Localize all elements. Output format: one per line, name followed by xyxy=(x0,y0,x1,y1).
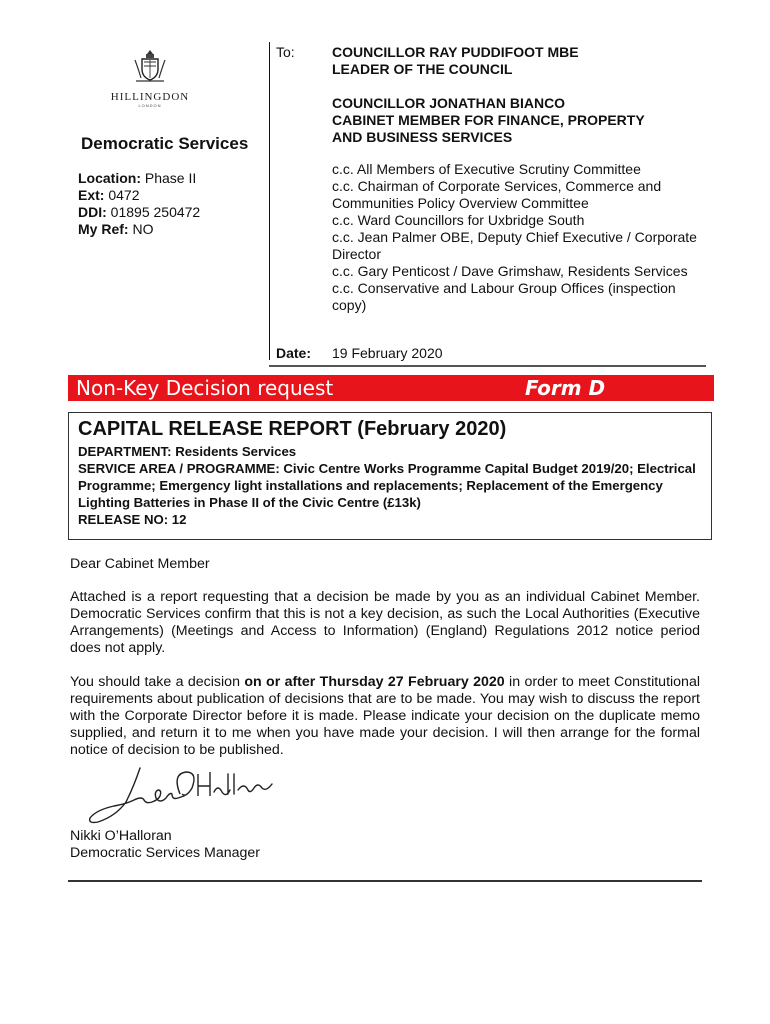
salutation: Dear Cabinet Member xyxy=(70,556,210,572)
to-label: To: xyxy=(276,44,295,60)
department-title: Democratic Services xyxy=(81,134,249,153)
signatory-name: Nikki O’Halloran xyxy=(70,828,172,844)
date-label: Date: xyxy=(276,345,312,361)
column-divider xyxy=(269,42,270,360)
report-service-area: SERVICE AREA / PROGRAMME: Civic Centre Works Programme Capital Budget 2019/20; Electrical Programme; Emergency light installations and replacements; Replacement of the Emergency Lighting Batteries in Phase II of the Civic Centre (£13k) xyxy=(78,461,696,510)
date-value: 19 February 2020 xyxy=(332,345,443,361)
cc-item: c.c. Gary Penticost / Dave Grimshaw, Residents Services xyxy=(332,263,688,279)
location-label: Location: xyxy=(78,170,141,186)
report-title: CAPITAL RELEASE REPORT (February 2020) xyxy=(78,418,507,440)
recipient-line: COUNCILLOR JONATHAN BIANCO xyxy=(332,95,566,111)
cc-item: c.c. All Members of Executive Scrutiny Committee xyxy=(332,161,641,177)
banner-left-text: Non-Key Decision request xyxy=(76,376,334,400)
report-department: DEPARTMENT: Residents Services xyxy=(78,444,297,459)
report-release-no: RELEASE NO: 12 xyxy=(78,512,187,527)
logo-name: HILLINGDON xyxy=(110,91,190,103)
cc-item: c.c. Jean Palmer OBE, Deputy Chief Executive / Corporate Director xyxy=(332,229,697,262)
header-rule xyxy=(269,365,706,367)
recipient-line: CABINET MEMBER FOR FINANCE, PROPERTY xyxy=(332,112,645,128)
cc-list xyxy=(332,161,704,314)
decision-banner xyxy=(68,375,714,401)
cc-item: c.c. Conservative and Labour Group Offices (inspection copy) xyxy=(332,280,676,313)
bottom-rule xyxy=(68,880,702,882)
location-value: Phase II xyxy=(144,170,197,186)
recipient-line: AND BUSINESS SERVICES xyxy=(332,129,513,145)
decision-deadline: on or after Thursday 27 February 2020 xyxy=(244,674,505,690)
signatory xyxy=(70,828,260,862)
paragraph-1: Attached is a report requesting that a decision be made by you as an individual Cabinet Member. Democratic Services confirm that this is not a key decision, as such the Local Authorities (Executive Arrangements) (Meetings and Access to Information) (England) Regulations 2012 notice period does not apply. xyxy=(70,589,700,656)
cc-item: c.c. Ward Councillors for Uxbridge South xyxy=(332,212,585,228)
cc-item: c.c. Chairman of Corporate Services, Commerce and Communities Policy Overview Committee xyxy=(332,178,662,211)
ref-label: My Ref: xyxy=(78,221,129,237)
report-details xyxy=(78,443,711,528)
signatory-title: Democratic Services Manager xyxy=(70,845,261,861)
ext-label: Ext: xyxy=(78,187,105,203)
recipient-line: COUNCILLOR RAY PUDDIFOOT MBE xyxy=(332,44,579,60)
banner-form-label: Form D xyxy=(525,376,606,400)
signature-image xyxy=(80,760,280,830)
report-box xyxy=(68,412,712,540)
hillingdon-logo xyxy=(100,48,200,108)
ext-value: 0472 xyxy=(108,187,140,203)
ref-value: NO xyxy=(132,221,154,237)
contact-info xyxy=(78,170,200,238)
ddi-label: DDI: xyxy=(78,204,107,220)
signature xyxy=(80,760,280,830)
ddi-value: 01895 250472 xyxy=(110,204,201,220)
logo-sub: LONDON xyxy=(138,103,162,108)
recipient-line: LEADER OF THE COUNCIL xyxy=(332,61,513,77)
paragraph-2-end: in order to meet Constitutional requirements about publication of decisions that are to be made. You may wish to discuss the report with the Corporate Director before it is made. Please indicate your decision on the duplicate memo supplied, and return it to me when you have made your decision. I will then arrange for the formal notice of decision to be published. xyxy=(70,674,700,758)
paragraph-2-start: You should take a decision xyxy=(70,674,245,690)
paragraph-2 xyxy=(70,674,700,759)
coat-of-arms-icon xyxy=(130,48,170,84)
